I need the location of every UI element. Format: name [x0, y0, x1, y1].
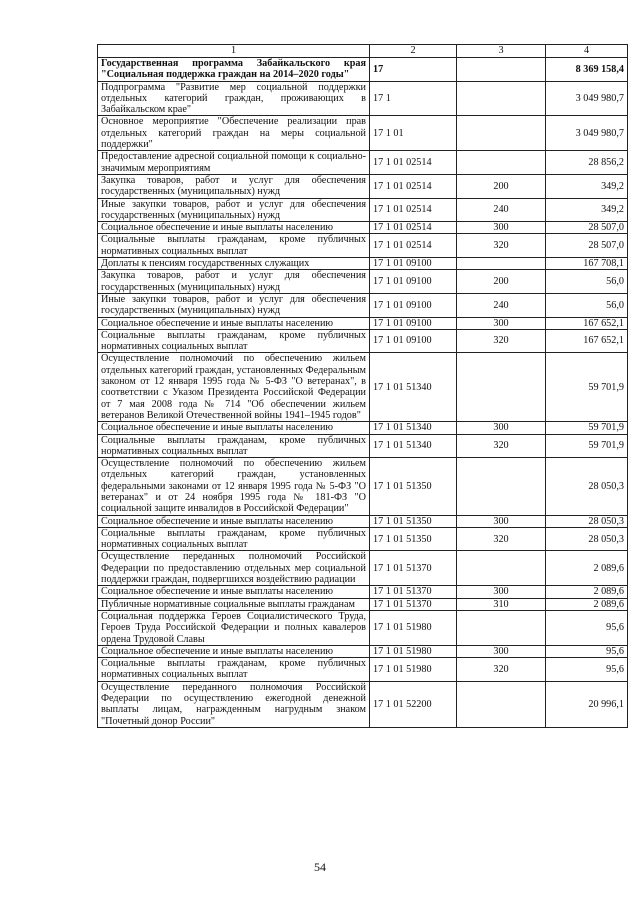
- row-type-cell: [457, 681, 546, 727]
- table-row: [98, 198, 628, 222]
- row-type-cell: [457, 151, 546, 175]
- row-name-cell: Доплаты к пенсиям государственных служащих: [98, 258, 370, 270]
- row-type-cell: 300: [457, 422, 546, 434]
- row-amount-cell: 3 049 980,7: [546, 116, 628, 151]
- row-type-cell: 300: [457, 645, 546, 657]
- row-amount-cell: 2 089,6: [546, 586, 628, 598]
- table-row: [98, 329, 628, 353]
- row-amount-cell: 59 701,9: [546, 422, 628, 434]
- table-row: [98, 598, 628, 610]
- row-type-cell: 320: [457, 658, 546, 682]
- table-row: [98, 174, 628, 198]
- row-code-cell: 17 1 01 02514: [370, 174, 457, 198]
- row-amount-cell: 28 050,3: [546, 458, 628, 515]
- row-type-cell: [457, 551, 546, 586]
- row-name-cell: Социальная поддержка Героев Социалистического Труда, Героев Труда Российской Федерации и полных кавалеров ордена Трудовой Славы: [98, 610, 370, 645]
- row-code-cell: 17 1 01 02514: [370, 151, 457, 175]
- row-name-cell: Социальное обеспечение и иные выплаты населению: [98, 645, 370, 657]
- row-type-cell: 240: [457, 198, 546, 222]
- table-row: [98, 116, 628, 151]
- table-row: [98, 527, 628, 551]
- row-name-cell: Осуществление переданного полномочия Российской Федерации по осуществлению ежегодной денежной выплаты лицам, награжденным нагрудным знаком "Почетный донор России": [98, 681, 370, 727]
- row-code-cell: 17 1 01 51350: [370, 458, 457, 515]
- row-amount-cell: 95,6: [546, 645, 628, 657]
- row-type-cell: 200: [457, 174, 546, 198]
- row-type-cell: [457, 353, 546, 422]
- header-col-2: 2: [370, 45, 457, 58]
- page-number: 54: [314, 860, 326, 874]
- table-row: [98, 610, 628, 645]
- table-row: [98, 270, 628, 294]
- row-type-cell: 300: [457, 586, 546, 598]
- row-type-cell: 200: [457, 270, 546, 294]
- row-name-cell: Государственная программа Забайкальского края "Социальная поддержка граждан на 2014–2020 годы": [98, 58, 370, 82]
- row-amount-cell: 8 369 158,4: [546, 58, 628, 82]
- table-row: [98, 434, 628, 458]
- row-amount-cell: 2 089,6: [546, 598, 628, 610]
- table-row: [98, 234, 628, 258]
- table-row: [98, 645, 628, 657]
- table-row: [98, 681, 628, 727]
- row-code-cell: 17: [370, 58, 457, 82]
- row-code-cell: 17 1 01 51370: [370, 551, 457, 586]
- row-amount-cell: 167 708,1: [546, 258, 628, 270]
- row-name-cell: Иные закупки товаров, работ и услуг для обеспечения государственных (муниципальных) нужд: [98, 198, 370, 222]
- row-code-cell: 17 1 01 51980: [370, 645, 457, 657]
- row-amount-cell: 56,0: [546, 270, 628, 294]
- table-row: [98, 551, 628, 586]
- table-row: [98, 422, 628, 434]
- row-name-cell: Иные закупки товаров, работ и услуг для обеспечения государственных (муниципальных) нужд: [98, 293, 370, 317]
- row-name-cell: Социальное обеспечение и иные выплаты населению: [98, 222, 370, 234]
- row-code-cell: 17 1 01 51370: [370, 598, 457, 610]
- table-row: [98, 58, 628, 82]
- table-row: [98, 81, 628, 116]
- table-body: [98, 58, 628, 728]
- row-code-cell: 17 1 01: [370, 116, 457, 151]
- row-name-cell: Социальные выплаты гражданам, кроме публичных нормативных социальных выплат: [98, 329, 370, 353]
- row-name-cell: Социальное обеспечение и иные выплаты населению: [98, 317, 370, 329]
- row-name-cell: Подпрограмма "Развитие мер социальной поддержки отдельных категорий граждан, проживающих в Забайкальском крае": [98, 81, 370, 116]
- row-amount-cell: 28 507,0: [546, 222, 628, 234]
- row-name-cell: Публичные нормативные социальные выплаты гражданам: [98, 598, 370, 610]
- row-code-cell: 17 1 01 09100: [370, 258, 457, 270]
- header-col-4: 4: [546, 45, 628, 58]
- row-type-cell: 320: [457, 234, 546, 258]
- row-type-cell: [457, 81, 546, 116]
- row-amount-cell: 349,2: [546, 198, 628, 222]
- table-row: [98, 353, 628, 422]
- row-amount-cell: 2 089,6: [546, 551, 628, 586]
- row-type-cell: [457, 610, 546, 645]
- row-amount-cell: 28 050,3: [546, 515, 628, 527]
- row-code-cell: 17 1 01 51340: [370, 434, 457, 458]
- row-amount-cell: 167 652,1: [546, 329, 628, 353]
- row-code-cell: 17 1 01 51370: [370, 586, 457, 598]
- row-amount-cell: 28 507,0: [546, 234, 628, 258]
- row-code-cell: 17 1 01 51980: [370, 610, 457, 645]
- row-amount-cell: 59 701,9: [546, 353, 628, 422]
- row-name-cell: Осуществление переданных полномочий Российской Федерации по предоставлению отдельных мер социальной поддержки граждан, подвергшихся воздействию радиации: [98, 551, 370, 586]
- row-type-cell: 300: [457, 222, 546, 234]
- row-name-cell: Социальные выплаты гражданам, кроме публичных нормативных социальных выплат: [98, 658, 370, 682]
- row-code-cell: 17 1 01 51350: [370, 515, 457, 527]
- row-code-cell: 17 1 01 09100: [370, 317, 457, 329]
- row-type-cell: 300: [457, 317, 546, 329]
- row-amount-cell: 59 701,9: [546, 434, 628, 458]
- row-code-cell: 17 1 01 51340: [370, 353, 457, 422]
- row-name-cell: Социальные выплаты гражданам, кроме публичных нормативных социальных выплат: [98, 234, 370, 258]
- row-amount-cell: 28 856,2: [546, 151, 628, 175]
- header-col-1: 1: [98, 45, 370, 58]
- row-type-cell: 320: [457, 434, 546, 458]
- row-name-cell: Осуществление полномочий по обеспечению жильем отдельных категорий граждан, установленных Федеральным законом от 12 января 1995 года № 5-ФЗ "О ветеранах", в соответствии с Указом Президента Российской Федерации от 7 мая 2008 года № 714 "Об обеспечении жильем ветеранов Великой Отечественной войны 1941–1945 годов": [98, 353, 370, 422]
- row-amount-cell: 3 049 980,7: [546, 81, 628, 116]
- row-type-cell: 320: [457, 527, 546, 551]
- row-type-cell: [457, 458, 546, 515]
- row-name-cell: Социальное обеспечение и иные выплаты населению: [98, 422, 370, 434]
- table-row: [98, 586, 628, 598]
- table-header-row: [98, 45, 628, 58]
- row-name-cell: Основное мероприятие "Обеспечение реализации прав отдельных категорий граждан на меры социальной поддержки": [98, 116, 370, 151]
- row-name-cell: Социальные выплаты гражданам, кроме публичных нормативных социальных выплат: [98, 434, 370, 458]
- row-type-cell: 300: [457, 515, 546, 527]
- table-row: [98, 258, 628, 270]
- row-code-cell: 17 1: [370, 81, 457, 116]
- table-row: [98, 458, 628, 515]
- row-name-cell: Закупка товаров, работ и услуг для обеспечения государственных (муниципальных) нужд: [98, 270, 370, 294]
- row-code-cell: 17 1 01 51980: [370, 658, 457, 682]
- table-row: [98, 293, 628, 317]
- row-amount-cell: 56,0: [546, 293, 628, 317]
- budget-table: [97, 44, 628, 728]
- table-row: [98, 515, 628, 527]
- table-row: [98, 317, 628, 329]
- row-code-cell: 17 1 01 02514: [370, 198, 457, 222]
- row-name-cell: Закупка товаров, работ и услуг для обеспечения государственных (муниципальных) нужд: [98, 174, 370, 198]
- row-type-cell: 310: [457, 598, 546, 610]
- row-name-cell: Социальные выплаты гражданам, кроме публичных нормативных социальных выплат: [98, 527, 370, 551]
- row-code-cell: 17 1 01 09100: [370, 329, 457, 353]
- table-row: [98, 151, 628, 175]
- row-code-cell: 17 1 01 09100: [370, 293, 457, 317]
- row-code-cell: 17 1 01 02514: [370, 222, 457, 234]
- row-type-cell: [457, 116, 546, 151]
- row-amount-cell: 20 996,1: [546, 681, 628, 727]
- row-code-cell: 17 1 01 52200: [370, 681, 457, 727]
- row-amount-cell: 95,6: [546, 610, 628, 645]
- row-name-cell: Предоставление адресной социальной помощи к социально-значимым мероприятиям: [98, 151, 370, 175]
- row-code-cell: 17 1 01 51340: [370, 422, 457, 434]
- table-row: [98, 222, 628, 234]
- row-name-cell: Осуществление полномочий по обеспечению жильем отдельных категорий граждан, установленных федеральными законами от 12 января 1995 года № 5-ФЗ "О ветеранах" и от 24 ноября 1995 года № 181-ФЗ "О социальной защите инвалидов в Российской Федерации": [98, 458, 370, 515]
- row-code-cell: 17 1 01 09100: [370, 270, 457, 294]
- row-amount-cell: 167 652,1: [546, 317, 628, 329]
- row-name-cell: Социальное обеспечение и иные выплаты населению: [98, 586, 370, 598]
- table-row: [98, 658, 628, 682]
- row-type-cell: 320: [457, 329, 546, 353]
- row-type-cell: [457, 258, 546, 270]
- row-type-cell: 240: [457, 293, 546, 317]
- row-amount-cell: 95,6: [546, 658, 628, 682]
- row-amount-cell: 349,2: [546, 174, 628, 198]
- row-amount-cell: 28 050,3: [546, 527, 628, 551]
- row-code-cell: 17 1 01 02514: [370, 234, 457, 258]
- row-name-cell: Социальное обеспечение и иные выплаты населению: [98, 515, 370, 527]
- header-col-3: 3: [457, 45, 546, 58]
- row-type-cell: [457, 58, 546, 82]
- row-code-cell: 17 1 01 51350: [370, 527, 457, 551]
